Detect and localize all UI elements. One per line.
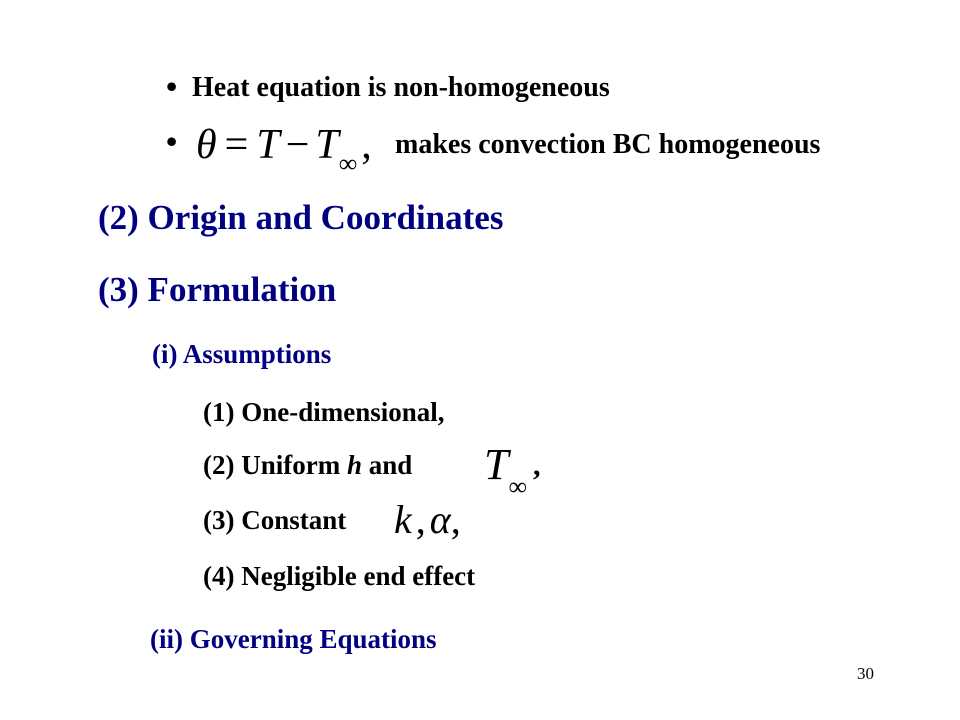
var-T: T — [256, 122, 280, 168]
constants-k-alpha — [394, 497, 461, 543]
var-h: h — [346, 450, 362, 480]
var-T-inf: T — [315, 122, 339, 168]
assumption-negligible-end-effect: (4) Negligible end effect — [203, 561, 476, 591]
heading-formulation: (3) Formulation — [98, 270, 337, 309]
assumption-constant: (3) Constant — [203, 505, 347, 535]
t-infinity — [484, 440, 541, 501]
uniform-label: (2) Uniform — [203, 450, 341, 480]
var-T: T — [484, 440, 509, 489]
bullet-dot: • — [166, 123, 178, 159]
var-k: k — [394, 497, 412, 542]
infinity-subscript: ∞ — [338, 149, 358, 178]
bullet-dot: • — [166, 68, 178, 104]
comma: , — [415, 497, 426, 542]
assumption-uniform-h — [203, 450, 412, 481]
theta-symbol: θ — [196, 122, 217, 168]
minus-sign: − — [285, 122, 310, 168]
bullet-convection-bc: makes convection BC homogeneous — [395, 129, 821, 160]
bullet-heat-equation: Heat equation is non-homogeneous — [192, 72, 610, 103]
equals-sign: = — [224, 122, 249, 168]
subheading-governing-equations: (ii) Governing Equations — [150, 624, 437, 654]
theta-equation — [196, 120, 372, 178]
var-alpha: α — [429, 497, 451, 542]
comma: , — [361, 122, 372, 168]
heading-origin-coordinates: (2) Origin and Coordinates — [98, 198, 504, 237]
subheading-assumptions: (i) Assumptions — [152, 339, 332, 369]
and-label: and — [368, 450, 413, 480]
assumption-one-dimensional: (1) One-dimensional, — [203, 397, 445, 427]
page-number: 30 — [857, 664, 874, 683]
comma: , — [533, 449, 541, 482]
comma: , — [450, 497, 461, 542]
infinity-subscript: ∞ — [508, 472, 528, 501]
